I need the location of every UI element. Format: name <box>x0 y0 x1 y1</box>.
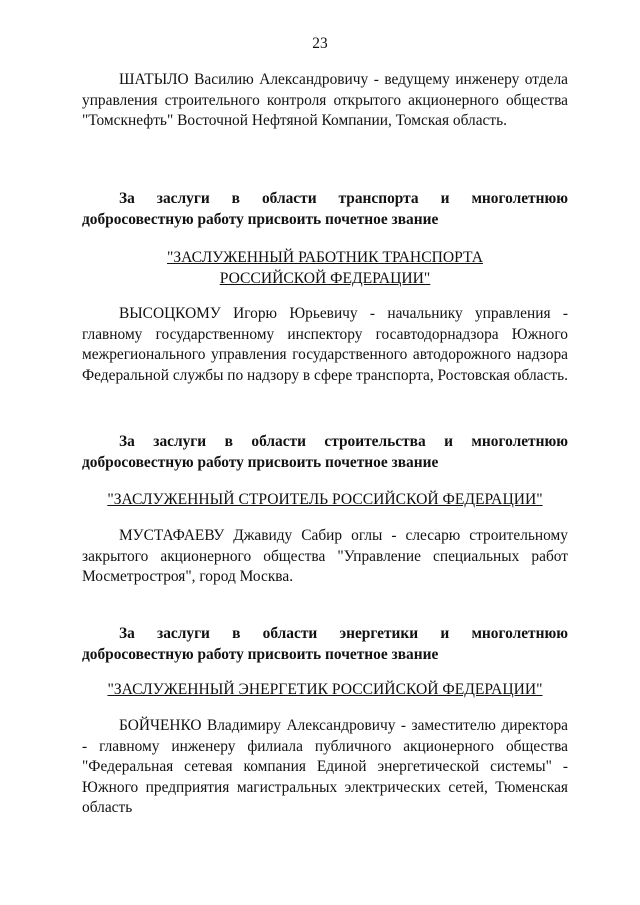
honorary-title-line1: "ЗАСЛУЖЕННЫЙ ЭНЕРГЕТИК РОССИЙСКОЙ ФЕДЕРАЦИИ" <box>107 681 543 698</box>
honorary-title-line1: "ЗАСЛУЖЕННЫЙ СТРОИТЕЛЬ РОССИЙСКОЙ ФЕДЕРАЦИИ" <box>107 491 543 508</box>
award-intro: За заслуги в области энергетики и многолетнюю добросовестную работу присвоить почетное звание <box>82 625 568 663</box>
award-intro: За заслуги в области строительства и многолетнюю добросовестную работу присвоить почетное звание <box>82 433 568 471</box>
honorary-title-line1: "ЗАСЛУЖЕННЫЙ РАБОТНИК ТРАНСПОРТА <box>167 249 483 266</box>
award-section <box>82 526 568 588</box>
award-section <box>82 716 568 819</box>
award-intro-block <box>82 624 568 665</box>
award-paragraph: ВЫСОЦКОМУ Игорю Юрьевичу - начальнику управления - главному государственному инспектору госавтодорнадзора Южного межрегионального управления государственного автодорожного надзора Федеральной службы по надзору в сфере транспорта, Ростовская область. <box>82 305 568 384</box>
award-section <box>82 304 568 386</box>
honorary-title-block <box>82 490 568 511</box>
honorary-title-block <box>82 680 568 701</box>
award-intro: За заслуги в области транспорта и многолетнюю добросовестную работу присвоить почетное звание <box>82 190 568 228</box>
award-paragraph: БОЙЧЕНКО Владимиру Александровичу - заместителю директора - главному инженеру филиала публичного акционерного общества "Федеральная сетевая компания Единой энергетической системы" - Южного предприятия магистральных электрических сетей, Тюменская область <box>82 717 568 817</box>
page-number: 23 <box>312 35 328 52</box>
honorary-title-block <box>82 248 568 289</box>
award-section <box>82 70 568 132</box>
honorary-title-line2: РОССИЙСКОЙ ФЕДЕРАЦИИ" <box>219 269 431 287</box>
award-intro-block <box>82 432 568 473</box>
award-intro-block <box>82 189 568 230</box>
award-paragraph: ШАТЫЛО Василию Александровичу - ведущему инженеру отдела управления строительного контроля открытого акционерного общества "Томскнефть" Восточной Нефтяной Компании, Томская область. <box>82 71 568 130</box>
award-paragraph: МУСТАФАЕВУ Джавиду Сабир оглы - слесарю строительному закрытого акционерного общества "Управление специальных работ Мосметростроя", город Москва. <box>82 527 568 586</box>
